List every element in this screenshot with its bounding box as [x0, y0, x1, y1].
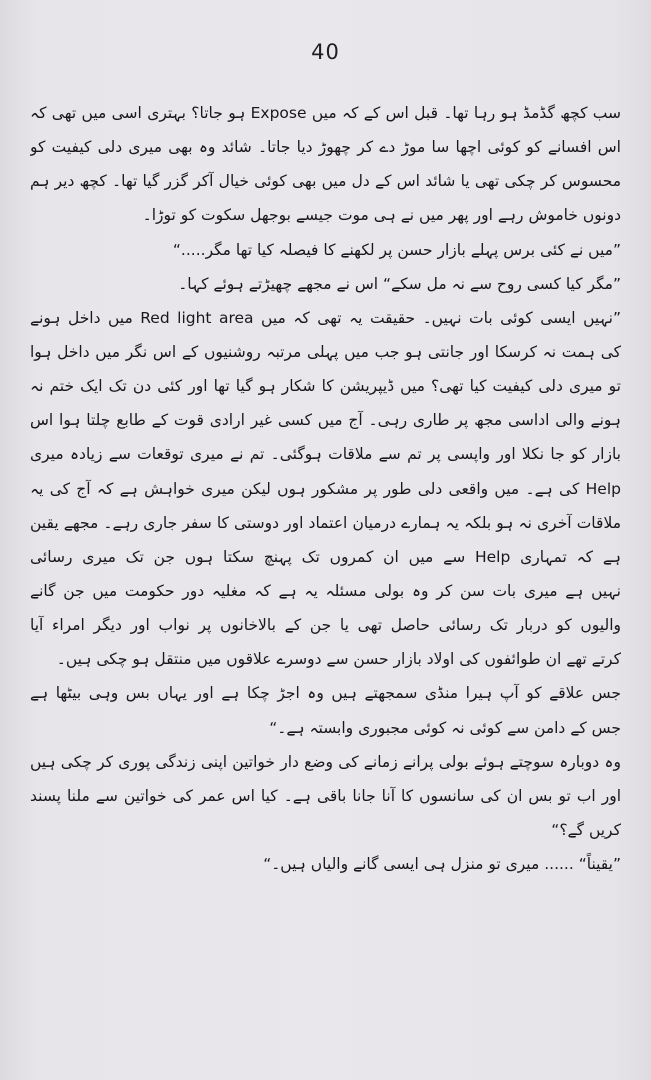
text-line: ”یقیناً“ ...... میری تو منزل ہی ایسی گانے والیاں ہیں۔“	[263, 855, 621, 874]
text-line: جس کے دامن سے کوئی نہ کوئی مجبوری وابستہ ہے۔“	[269, 718, 621, 737]
text-line: وہ دوبارہ سوچتے ہوئے بولی پرانے زمانے کی وضع دار خواتین اپنی زندگی پوری کر چکی ہیں	[30, 752, 621, 771]
text-line: جس علاقے کو آپ ہیرا منڈی سمجھتے ہیں وہ اجڑ چکا ہے اور یہاں بس وہی بیٹھا ہے	[30, 684, 621, 703]
page-body-text	[30, 96, 621, 881]
text-line: کرتے تھے ان طوائفوں کی اولاد بازار حسن سے دوسرے علاقوں میں منتقل ہو چکی ہیں۔	[56, 650, 621, 669]
text-line: بازار کو جا نکلا اور واپسی پر تم سے ملاقات ہوگئی۔ تم نے میری توقعات سے زیادہ میری	[30, 445, 621, 464]
text-line: اور اب تو بس ان کی سانسوں کا آنا جانا باقی ہے۔ کیا اس عمر کی خواتین سے ملنا پسند	[30, 786, 621, 805]
text-line: والیوں کو دربار تک رسائی حاصل تھی یا جن کے بالاخانوں پر نواب اور دیگر امراء آیا	[30, 616, 621, 635]
text-line: ”نہیں ایسی کوئی بات نہیں۔ حقیقت یہ تھی کہ میں Red light area میں داخل ہونے	[30, 308, 621, 327]
text-line: سب کچھ گڈمڈ ہو رہا تھا۔ قبل اس کے کہ میں Expose ہو جاتا؟ بہتری اسی میں تھی کہ	[30, 104, 621, 122]
text-line: ملاقات آخری نہ ہو بلکہ یہ ہمارے درمیان اعتماد اور دوستی کا سفر جاری رہے۔ مجھے یقین	[30, 513, 621, 532]
text-line: محسوس کر چکی تھی یا شائد اس کے دل میں بھی کوئی خیال آکر گزر گیا تھا۔ کچھ دیر ہم	[30, 172, 621, 191]
text-line: ہونے والی اداسی مجھ پر طاری رہی۔ آج میں کسی غیر ارادی قوت کے طابع چلتا ہوا اس	[30, 411, 621, 430]
text-line: Help کی ہے۔ میں واقعی دلی طور پر مشکور ہوں لیکن میری خواہش ہے کہ آج کی یہ	[30, 479, 621, 498]
text-line: ”مگر کیا کسی روح سے نہ مل سکے“ اس نے مجھے چھیڑتے ہوئے کہا۔	[178, 274, 621, 293]
text-line: کی ہمت نہ کرسکا اور جانتی ہو جب میں پہلی مرتبہ روشنیوں کے اس نگر میں داخل ہوا	[30, 342, 621, 361]
text-line: ”میں نے کئی برس پہلے بازار حسن پر لکھنے کا فیصلہ کیا تھا مگر.....“	[172, 240, 621, 259]
text-line: کریں گے؟“	[551, 820, 621, 839]
text-line: تو میری دلی کیفیت کیا تھی؟ میں ڈیپریشن کا شکار ہو گیا تھا اور کئی دن تک ایک ختم نہ	[30, 377, 621, 396]
text-line: نہیں ہے میری بات سن کر وہ بولی مسئلہ یہ ہے کہ مغلیہ دور حکومت میں جن گانے	[30, 581, 621, 600]
text-line: اس افسانے کو کوئی اچھا سا موڑ دے کر چھوڑ دیا جاتا۔ شائد وہ بھی میری دلی کیفیت کو	[30, 138, 621, 157]
text-line: ہے کہ تمہاری Help سے میں ان کمروں تک پہنچ سکتا ہوں جن تک میری رسائی	[30, 547, 621, 566]
page-number: 40	[311, 40, 340, 64]
text-line: دونوں خاموش رہے اور پھر میں نے ہی موت جیسے بوجھل سکوت کو توڑا۔	[142, 206, 621, 225]
